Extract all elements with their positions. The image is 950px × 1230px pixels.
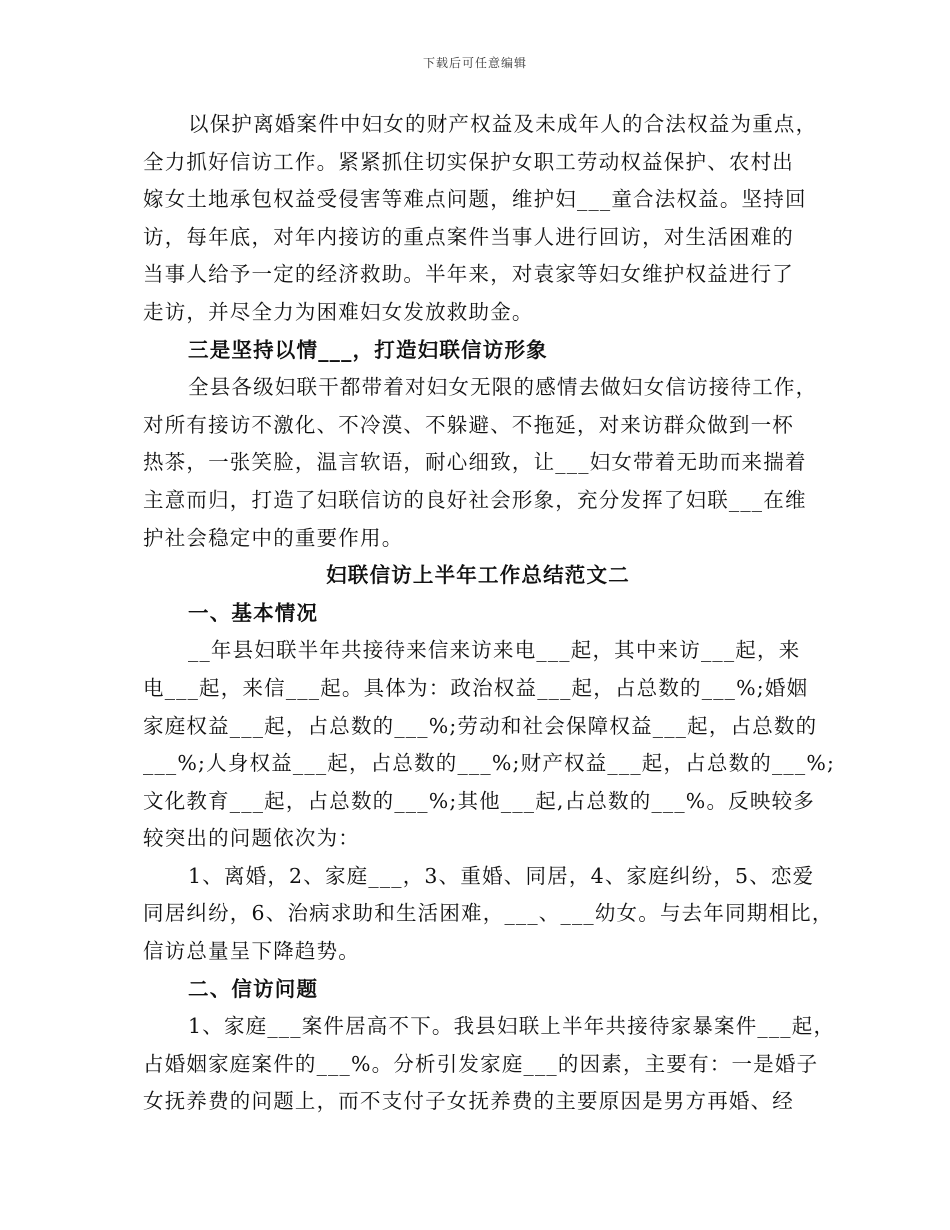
text-line: 访，每年底，对年内接访的重点案件当事人进行回访，对生活困难的 <box>143 224 794 249</box>
document-body <box>143 106 836 1121</box>
text-line: 全力抓好信访工作。紧紧抓住切实保护女职工劳动权益保护、农村出 <box>143 149 794 174</box>
text-line: 同居纠纷，6、治病求助和生活困难，___、___幼女。与去年同期相比， <box>143 901 834 926</box>
section-heading: 一、基本情况 <box>188 600 319 625</box>
text-line: 当事人给予一定的经济救助。半年来，对袁家等妇女维护权益进行了 <box>143 262 794 287</box>
text-line: __年县妇联半年共接待来信来访来电___起，其中来访___起，来 <box>188 638 801 663</box>
text-line: 女抚养费的问题上，而不支付子女抚养费的主要原因是男方再婚、经 <box>143 1089 794 1114</box>
text-line: 占婚姻家庭案件的___%。分析引发家庭___的因素，主要有：一是婚子 <box>143 1051 819 1076</box>
text-line: 家庭权益___起，占总数的___%;劳动和社会保障权益___起，占总数的 <box>143 713 818 738</box>
text-line: ___%;人身权益___起，占总数的___%;财产权益___起，占总数的___%; <box>143 751 836 776</box>
text-line: 走访，并尽全力为困难妇女发放救助金。 <box>143 299 534 324</box>
text-line: 1、家庭___案件居高不下。我县妇联上半年共接待家暴案件___起， <box>188 1014 836 1039</box>
text-line: 护社会稳定中的重要作用。 <box>143 525 404 550</box>
section-heading: 二、信访问题 <box>188 976 319 1001</box>
text-line: 电___起，来信___起。具体为：政治权益___起，占总数的___%;婚姻 <box>143 675 809 700</box>
text-line: 以保护离婚案件中妇女的财产权益及未成年人的合法权益为重点， <box>188 112 818 136</box>
text-line: 热茶，一张笑脸，温言软语，耐心细致，让___妇女带着无助而来揣着 <box>143 450 807 475</box>
text-line: 文化教育___起，占总数的___%;其他___起,占总数的___%。反映较多 <box>143 788 815 813</box>
text-line: 全县各级妇联干都带着对妇女无限的感情去做妇女信访接待工作， <box>188 375 818 400</box>
text-line: 1、离婚，2、家庭___，3、重婚、同居，4、家庭纠纷，5、恋爱 <box>188 863 815 888</box>
text-line: 嫁女土地承包权益受侵害等难点问题，维护妇___童合法权益。坚持回 <box>143 187 807 212</box>
text-line: 主意而归，打造了妇联信访的良好社会形象，充分发挥了妇联___在维 <box>143 487 807 512</box>
document-title: 妇联信访上半年工作总结范文二 <box>326 563 630 588</box>
text-line: 对所有接访不激化、不冷漠、不躲避、不拖延，对来访群众做到一杯 <box>143 412 794 437</box>
section-heading: 三是坚持以情___，打造妇联信访形象 <box>188 337 548 362</box>
text-line: 信访总量呈下降趋势。 <box>143 939 360 964</box>
text-line: 较突出的问题依次为： <box>143 826 360 851</box>
page-header: 下载后可任意编辑 <box>422 56 527 70</box>
